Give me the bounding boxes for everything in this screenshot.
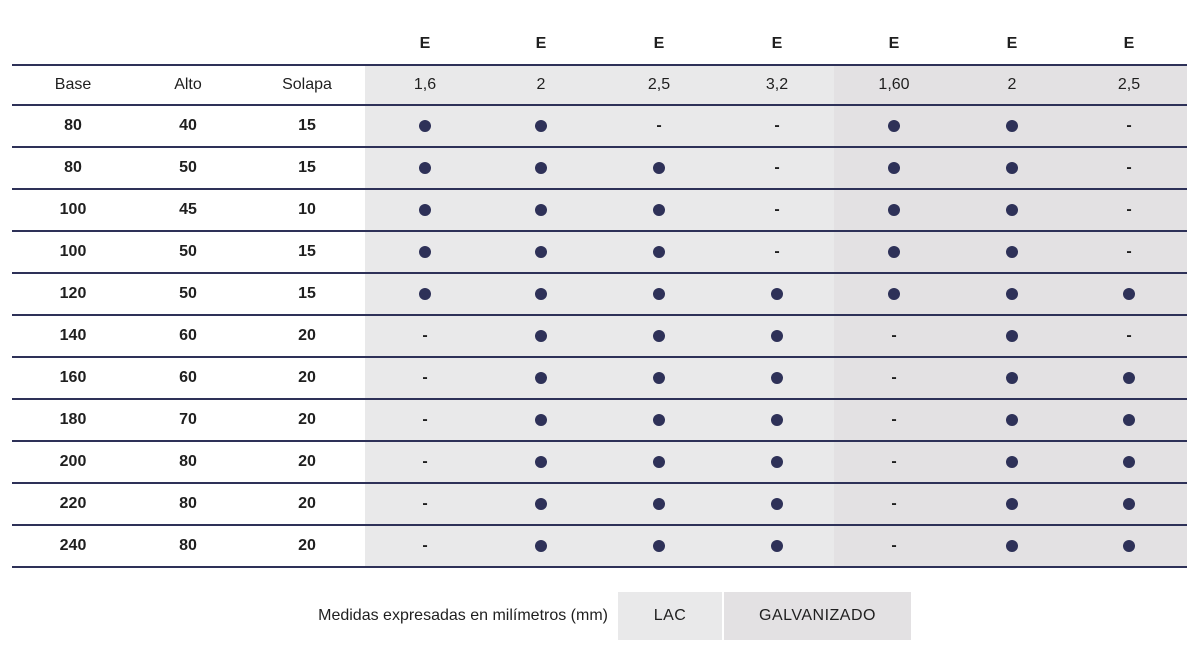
header-top-cell <box>133 22 243 65</box>
cell-solapa: 20 <box>298 411 316 428</box>
availability-cell <box>1074 189 1184 231</box>
legend-lac: LAC <box>618 592 722 640</box>
cell-solapa: 20 <box>298 537 316 554</box>
cell-base: 120 <box>59 285 87 302</box>
unavailable-dash: - <box>422 411 428 428</box>
row-divider <box>12 64 1187 66</box>
unavailable-dash: - <box>422 453 428 470</box>
column-header: 1,6 <box>413 76 437 93</box>
availability-cell <box>839 483 949 525</box>
available-dot-icon <box>419 204 431 216</box>
cell-solapa: 20 <box>298 327 316 344</box>
available-dot-icon <box>888 204 900 216</box>
available-dot-icon <box>1006 498 1018 510</box>
header-top-cell: E <box>888 34 900 52</box>
column-header: 2 <box>536 76 546 93</box>
availability-cell <box>722 441 832 483</box>
availability-cell <box>604 273 714 315</box>
availability-cell <box>1074 147 1184 189</box>
cell-alto: 80 <box>179 453 197 470</box>
header-top-cell: E <box>653 34 665 52</box>
availability-cell <box>370 189 480 231</box>
available-dot-icon <box>535 204 547 216</box>
unavailable-dash: - <box>1126 327 1132 344</box>
cell-alto: 40 <box>179 117 197 134</box>
availability-cell <box>604 441 714 483</box>
available-dot-icon <box>888 162 900 174</box>
availability-cell <box>370 525 480 567</box>
availability-cell <box>486 315 596 357</box>
available-dot-icon <box>888 120 900 132</box>
cell-alto: 60 <box>179 327 197 344</box>
availability-cell <box>839 399 949 441</box>
unavailable-dash: - <box>1126 117 1132 134</box>
availability-cell <box>957 105 1067 147</box>
availability-cell <box>604 231 714 273</box>
available-dot-icon <box>653 162 665 174</box>
thickness-table <box>12 22 1187 567</box>
availability-cell <box>486 231 596 273</box>
cell-solapa: 15 <box>298 243 316 260</box>
availability-cell <box>1074 105 1184 147</box>
availability-cell <box>722 105 832 147</box>
availability-cell <box>957 189 1067 231</box>
availability-cell <box>604 315 714 357</box>
available-dot-icon <box>771 456 783 468</box>
availability-cell <box>722 357 832 399</box>
available-dot-icon <box>1006 372 1018 384</box>
column-header: Alto <box>174 76 202 93</box>
availability-cell <box>839 147 949 189</box>
availability-cell <box>957 483 1067 525</box>
header-top-cell: E <box>1123 34 1135 52</box>
availability-cell <box>722 273 832 315</box>
cell-base: 160 <box>59 369 87 386</box>
cell-alto: 60 <box>179 369 197 386</box>
unavailable-dash: - <box>422 327 428 344</box>
legend <box>0 592 1201 640</box>
column-header: 2 <box>1007 76 1017 93</box>
availability-cell <box>722 147 832 189</box>
cell-base: 80 <box>64 117 82 134</box>
available-dot-icon <box>535 288 547 300</box>
unavailable-dash: - <box>656 117 662 134</box>
column-header: 2,5 <box>1117 76 1141 93</box>
available-dot-icon <box>535 414 547 426</box>
availability-cell <box>604 357 714 399</box>
availability-cell <box>1074 231 1184 273</box>
availability-cell <box>604 189 714 231</box>
available-dot-icon <box>535 372 547 384</box>
availability-cell <box>370 357 480 399</box>
unavailable-dash: - <box>891 369 897 386</box>
availability-cell <box>604 483 714 525</box>
cell-alto: 80 <box>179 537 197 554</box>
availability-cell <box>370 147 480 189</box>
available-dot-icon <box>1123 540 1135 552</box>
availability-cell <box>839 441 949 483</box>
available-dot-icon <box>1123 456 1135 468</box>
available-dot-icon <box>1006 162 1018 174</box>
availability-cell <box>839 315 949 357</box>
cell-base: 220 <box>59 495 87 512</box>
cell-base: 100 <box>59 201 87 218</box>
available-dot-icon <box>419 162 431 174</box>
available-dot-icon <box>653 372 665 384</box>
available-dot-icon <box>653 414 665 426</box>
unavailable-dash: - <box>774 243 780 260</box>
availability-cell <box>1074 273 1184 315</box>
availability-cell <box>957 357 1067 399</box>
availability-cell <box>957 147 1067 189</box>
available-dot-icon <box>1123 498 1135 510</box>
availability-cell <box>370 441 480 483</box>
availability-cell <box>722 399 832 441</box>
unavailable-dash: - <box>774 117 780 134</box>
availability-cell <box>957 525 1067 567</box>
available-dot-icon <box>1123 414 1135 426</box>
column-header: 2,5 <box>647 76 671 93</box>
cell-base: 180 <box>59 411 87 428</box>
availability-cell <box>722 483 832 525</box>
column-header: 3,2 <box>765 76 789 93</box>
availability-cell <box>604 105 714 147</box>
availability-cell <box>722 189 832 231</box>
availability-cell <box>370 483 480 525</box>
available-dot-icon <box>771 498 783 510</box>
available-dot-icon <box>653 498 665 510</box>
availability-cell <box>486 147 596 189</box>
header-top-cell: E <box>419 34 431 52</box>
cell-solapa: 15 <box>298 285 316 302</box>
available-dot-icon <box>653 246 665 258</box>
unavailable-dash: - <box>422 537 428 554</box>
cell-solapa: 15 <box>298 159 316 176</box>
available-dot-icon <box>1006 456 1018 468</box>
availability-cell <box>604 147 714 189</box>
availability-cell <box>370 105 480 147</box>
availability-cell <box>370 273 480 315</box>
availability-cell <box>486 399 596 441</box>
header-top-cell <box>18 22 128 65</box>
available-dot-icon <box>419 120 431 132</box>
unavailable-dash: - <box>891 453 897 470</box>
available-dot-icon <box>1006 288 1018 300</box>
availability-cell <box>486 273 596 315</box>
availability-cell <box>486 483 596 525</box>
unavailable-dash: - <box>774 201 780 218</box>
availability-cell <box>370 399 480 441</box>
unavailable-dash: - <box>891 411 897 428</box>
unavailable-dash: - <box>891 327 897 344</box>
available-dot-icon <box>1006 540 1018 552</box>
cell-base: 240 <box>59 537 87 554</box>
availability-cell <box>604 525 714 567</box>
availability-cell <box>839 105 949 147</box>
available-dot-icon <box>535 330 547 342</box>
available-dot-icon <box>771 330 783 342</box>
available-dot-icon <box>1006 246 1018 258</box>
available-dot-icon <box>1006 330 1018 342</box>
availability-cell <box>1074 315 1184 357</box>
available-dot-icon <box>653 330 665 342</box>
availability-cell <box>370 315 480 357</box>
cell-base: 100 <box>59 243 87 260</box>
header-top-cell: E <box>535 34 547 52</box>
availability-cell <box>957 273 1067 315</box>
availability-cell <box>839 525 949 567</box>
availability-cell <box>957 399 1067 441</box>
cell-solapa: 15 <box>298 117 316 134</box>
availability-cell <box>486 357 596 399</box>
unavailable-dash: - <box>891 495 897 512</box>
availability-cell <box>957 231 1067 273</box>
legend-galvanizado: GALVANIZADO <box>724 592 911 640</box>
availability-cell <box>486 525 596 567</box>
available-dot-icon <box>1006 120 1018 132</box>
cell-solapa: 20 <box>298 495 316 512</box>
availability-cell <box>486 441 596 483</box>
available-dot-icon <box>535 246 547 258</box>
cell-solapa: 20 <box>298 453 316 470</box>
column-header: Base <box>54 76 92 93</box>
available-dot-icon <box>771 288 783 300</box>
available-dot-icon <box>888 246 900 258</box>
header-top-cell <box>252 22 362 65</box>
cell-base: 80 <box>64 159 82 176</box>
availability-cell <box>486 105 596 147</box>
column-header: Solapa <box>282 76 332 93</box>
unavailable-dash: - <box>774 159 780 176</box>
available-dot-icon <box>419 246 431 258</box>
availability-cell <box>839 273 949 315</box>
cell-alto: 50 <box>179 159 197 176</box>
column-header: 1,60 <box>878 76 910 93</box>
available-dot-icon <box>535 540 547 552</box>
cell-alto: 45 <box>179 201 197 218</box>
available-dot-icon <box>535 120 547 132</box>
unavailable-dash: - <box>891 537 897 554</box>
available-dot-icon <box>653 456 665 468</box>
availability-cell <box>722 525 832 567</box>
unavailable-dash: - <box>1126 243 1132 260</box>
available-dot-icon <box>1006 204 1018 216</box>
header-top-cell: E <box>1006 34 1018 52</box>
availability-cell <box>722 231 832 273</box>
unavailable-dash: - <box>422 495 428 512</box>
availability-cell <box>370 231 480 273</box>
unavailable-dash: - <box>422 369 428 386</box>
available-dot-icon <box>535 456 547 468</box>
cell-base: 140 <box>59 327 87 344</box>
availability-cell <box>839 357 949 399</box>
available-dot-icon <box>771 540 783 552</box>
availability-cell <box>486 189 596 231</box>
available-dot-icon <box>1123 372 1135 384</box>
availability-cell <box>957 315 1067 357</box>
cell-alto: 80 <box>179 495 197 512</box>
availability-cell <box>1074 525 1184 567</box>
availability-cell <box>1074 399 1184 441</box>
availability-cell <box>957 441 1067 483</box>
available-dot-icon <box>653 204 665 216</box>
unavailable-dash: - <box>1126 201 1132 218</box>
available-dot-icon <box>1006 414 1018 426</box>
availability-cell <box>1074 441 1184 483</box>
cell-alto: 50 <box>179 285 197 302</box>
availability-cell <box>1074 483 1184 525</box>
available-dot-icon <box>888 288 900 300</box>
cell-base: 200 <box>59 453 87 470</box>
header-top-cell: E <box>771 34 783 52</box>
available-dot-icon <box>653 540 665 552</box>
unavailable-dash: - <box>1126 159 1132 176</box>
cell-alto: 70 <box>179 411 197 428</box>
available-dot-icon <box>771 372 783 384</box>
units-caption: Medidas expresadas en milímetros (mm) <box>318 607 608 624</box>
cell-solapa: 10 <box>298 201 316 218</box>
available-dot-icon <box>771 414 783 426</box>
available-dot-icon <box>535 498 547 510</box>
available-dot-icon <box>1123 288 1135 300</box>
availability-cell <box>604 399 714 441</box>
availability-cell <box>722 315 832 357</box>
availability-cell <box>839 189 949 231</box>
availability-cell <box>839 231 949 273</box>
available-dot-icon <box>419 288 431 300</box>
available-dot-icon <box>653 288 665 300</box>
cell-alto: 50 <box>179 243 197 260</box>
cell-solapa: 20 <box>298 369 316 386</box>
availability-cell <box>1074 357 1184 399</box>
available-dot-icon <box>535 162 547 174</box>
